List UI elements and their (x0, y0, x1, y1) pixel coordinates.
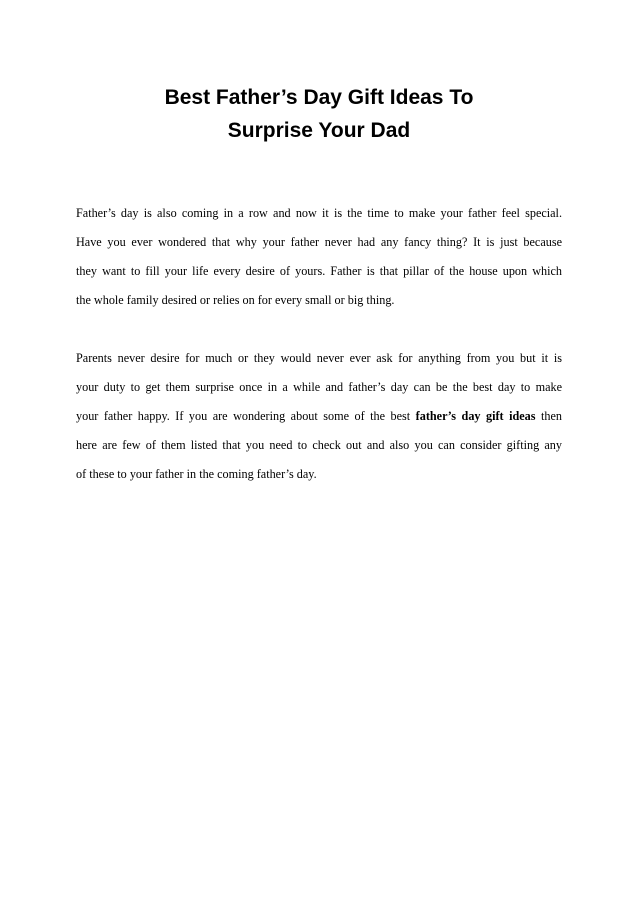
paragraph-2-line (76, 402, 562, 431)
paragraph-2-text: then (535, 409, 563, 423)
paragraph-2-line: your duty to get them surprise once in a while and father’s day can be the best day to make (76, 380, 562, 394)
paragraph-2-line: here are few of them listed that you need to check out and also you can consider gifting any (76, 438, 562, 452)
title-line-1: Best Father’s Day Gift Ideas To (164, 86, 474, 109)
bold-keyword: father’s day gift ideas (415, 409, 536, 423)
paragraph-1-line: Have you ever wondered that why your father never had any fancy thing? It is just because (76, 235, 562, 249)
paragraph-2 (76, 344, 562, 489)
paragraph-1-line: Father’s day is also coming in a row and now it is the time to make your father feel special. (76, 206, 562, 220)
title-line-2: Surprise Your Dad (227, 119, 411, 142)
paragraph-2-line: of these to your father in the coming father’s day. (76, 467, 317, 481)
document-title (76, 81, 562, 147)
paragraph-1-line: the whole family desired or relies on for every small or big thing. (76, 293, 395, 307)
paragraph-2-line: Parents never desire for much or they would never ever ask for anything from you but it is (76, 351, 562, 365)
paragraph-2-text: your father happy. If you are wondering about some of the best (76, 409, 416, 423)
paragraph-1 (76, 199, 562, 315)
paragraph-1-line: they want to fill your life every desire of yours. Father is that pillar of the house upon which (76, 264, 562, 278)
